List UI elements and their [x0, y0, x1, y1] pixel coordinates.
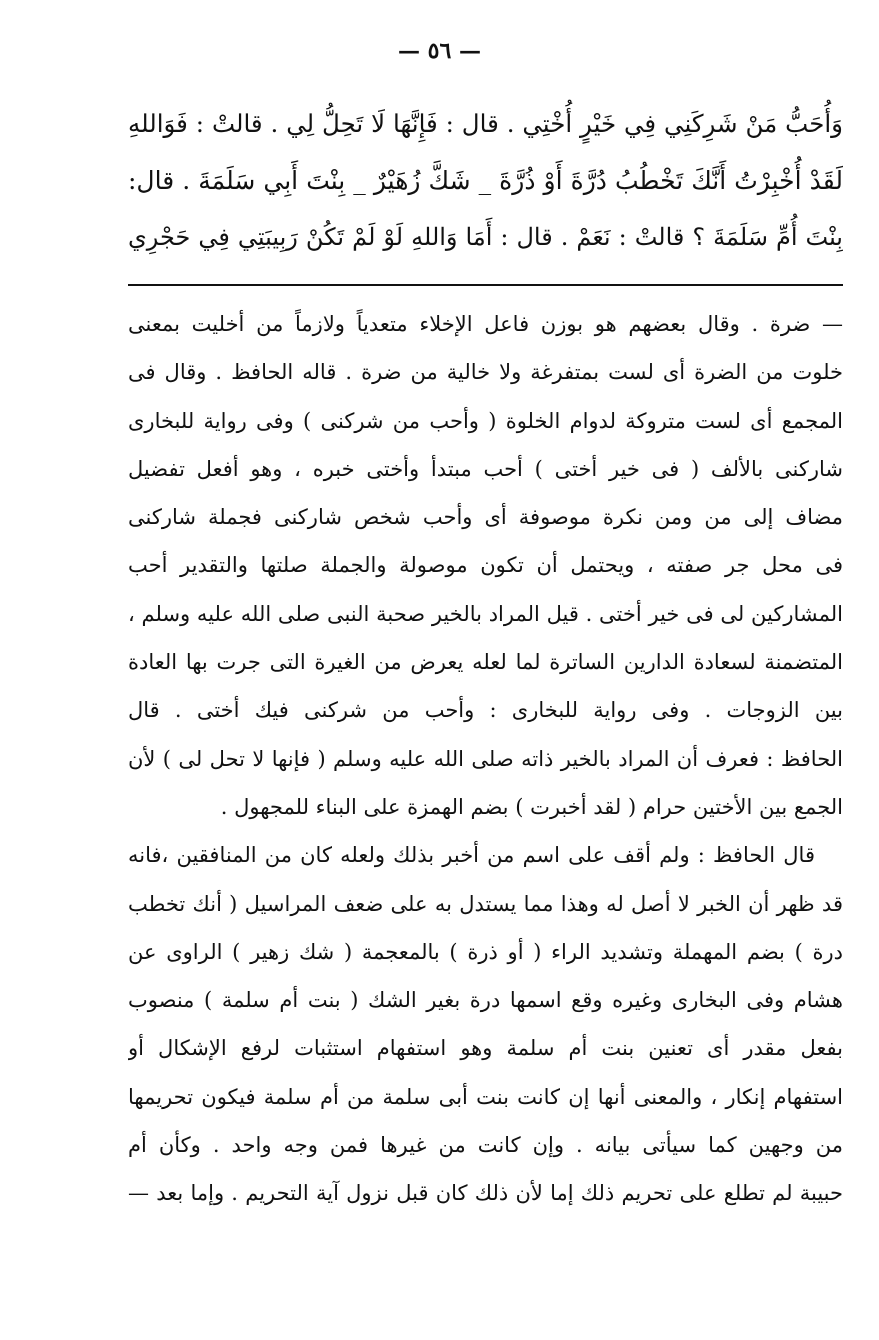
footnote-line: المشاركين لى فى خير أختى . قيل المراد بالخير صحبة النبى صلى الله عليه وسلم ،	[128, 601, 843, 626]
footnote-line: الجمع بين الأختين حرام ( لقد أخبرت ) بضم الهمزة على البناء للمجهول .	[220, 794, 843, 819]
commentary-footnotes	[128, 300, 843, 1218]
footnote-line: خلوت من الضرة أى لست بمتفرغة ولا خالية من ضرة . قاله الحافظ . وقال فى	[128, 360, 843, 385]
footnote-line: قال الحافظ : ولم أقف على اسم من أخبر بذلك ولعله كان من المنافقين ،فانه	[128, 843, 815, 868]
footnote-line: من وجهين كما سيأتى بيانه . وإن كانت من غيرها فمن وجه واحد . وكأن أم	[128, 1133, 843, 1158]
footnote-line: المتضمنة لسعادة الدارين الساترة لما لعله يعرض من الغيرة التى جرت بها العادة	[128, 650, 843, 675]
footnote-line: بين الزوجات . وفى رواية للبخارى : وأحب من شركنى فيك أختى . قال	[128, 698, 843, 723]
footnote-line: المجمع أى لست متروكة لدوام الخلوة ( وأحب من شركنى ) وفى رواية للبخارى	[128, 408, 843, 433]
footnote-line: شاركنى بالألف ( فى خير أختى ) أحب مبتدأ وأختى خبره ، وهو أفعل تفضيل	[128, 456, 843, 481]
footnote-line: استفهام إنكار ، والمعنى أنها إن كانت بنت أبى سلمة من أم سلمة فيكون تحريمها	[128, 1084, 843, 1109]
main-text-line: لَقَدْ أُخْبِرْتُ أَنَّكَ تَخْطُبُ دُرَّةَ أَوْ ذُرَّةَ _ شَكَّ زُهَيْرٌ _ بِنْتَ أَبِي سَلَمَةَ . قال:	[128, 166, 843, 195]
footnote-line: فى محل جر صفته ، ويحتمل أن تكون موصولة والجملة صلتها والتقدير أحب	[128, 553, 843, 578]
footnote-line: الحافظ : فعرف أن المراد بالخير ذاته صلى الله عليه وسلم ( فإنها لا تحل لى ) لأن	[128, 746, 843, 771]
main-text-line: بِنْتَ أُمِّ سَلَمَةَ ؟ قالتْ : نَعَمْ . قال : أَمَا وَاللهِ لَوْ لَمْ تَكُنْ رَبِيبَتِي فِي حَجْرِي	[128, 223, 843, 251]
footnote-line: حبيبة لم تطلع على تحريم ذلك إما لأن ذلك كان قبل نزول آية التحريم . وإما بعد —	[128, 1181, 843, 1206]
footnote-line: هشام وفى البخارى وغيره وقع اسمها درة بغير الشك ( بنت أم سلمة ) منصوب	[128, 988, 843, 1013]
footnote-line: مضاف إلى من ومن نكرة موصوفة أى وأحب شخص شاركنى فجملة شاركنى	[128, 505, 843, 530]
footnote-divider	[128, 284, 843, 286]
page-number: — ٥٦ —	[398, 38, 481, 64]
main-text-line: وَأُحَبُّ مَنْ شَرِكَنِي فِي خَيْرٍ أُخْتِي . قال : فَإِنَّهَا لَا تَحِلُّ لِي . قالتْ : فَوَاللهِ	[128, 109, 843, 138]
footnote-line: بفعل مقدر أى تعنين بنت أم سلمة وهو استفهام استثبات لرفع الإشكال أو	[128, 1036, 843, 1061]
footnote-line: قد ظهر أن الخبر لا أصل له وهذا مما يستدل به على ضعف المراسيل ( أنك تخطب	[128, 891, 843, 916]
footnote-line: درة ) بضم المهملة وتشديد الراء ( أو ذرة ) بالمعجمة ( شك زهير ) الراوى عن	[128, 939, 843, 964]
hadith-main-text	[128, 95, 843, 266]
footnote-line: — ضرة . وقال بعضهم هو بوزن فاعل الإخلاء متعدياً ولازماً من أخليت بمعنى	[128, 312, 843, 336]
